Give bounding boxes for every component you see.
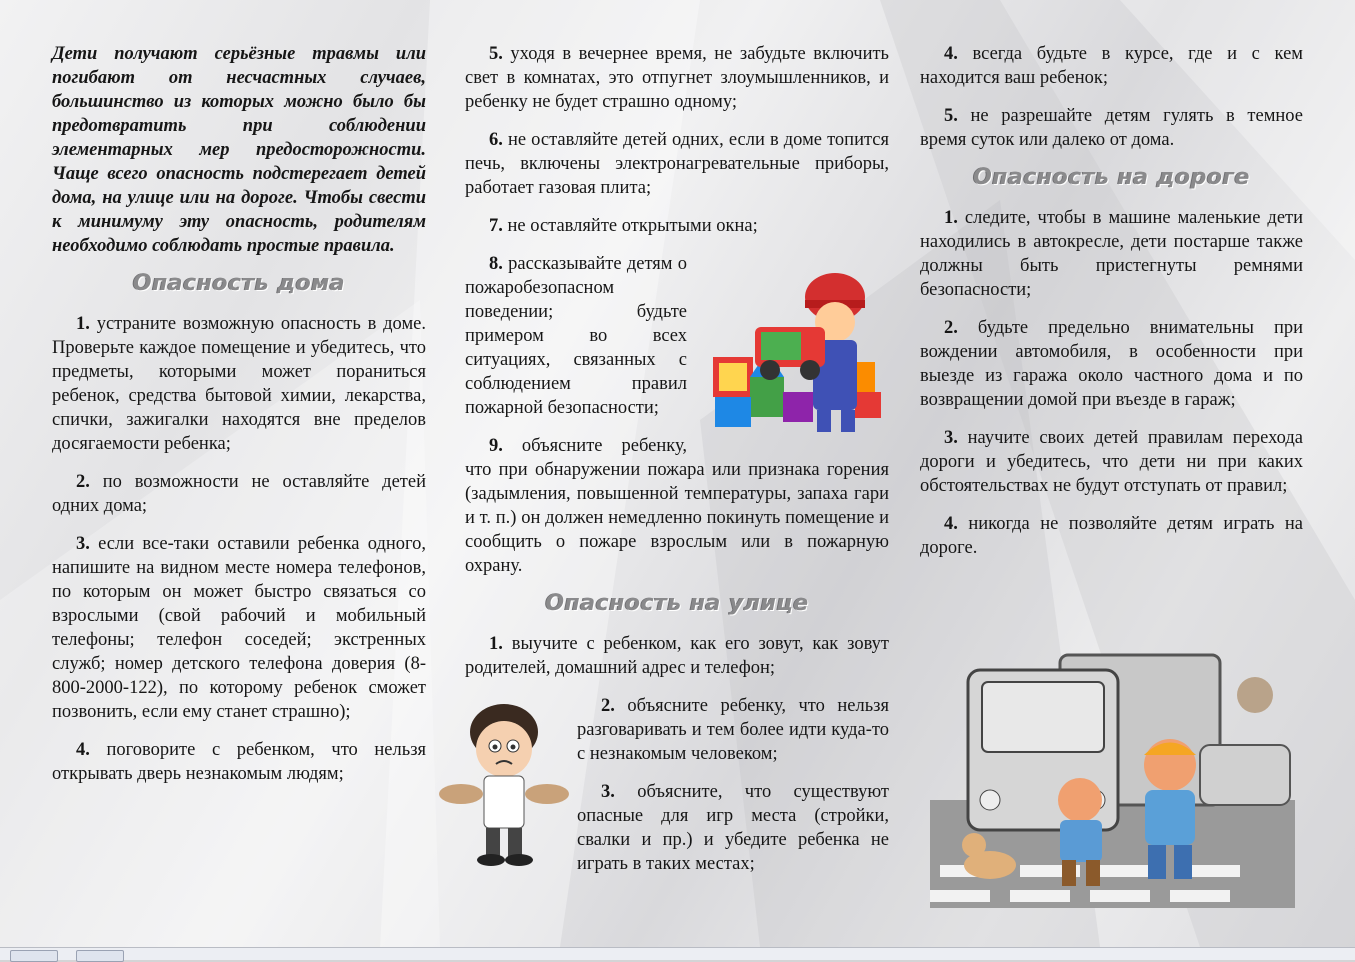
heading-home-danger: Опасность дома bbox=[132, 271, 346, 296]
confused-boy-icon bbox=[439, 694, 569, 869]
list-item: 8. рассказывайте детям о пожаробезопасном поведении; будьте примером во всех ситуациях, связанных с соблюдением правил пожарной безопасности; bbox=[465, 254, 687, 418]
list-item: 2. по возможности не оставляйте детей одних дома; bbox=[52, 472, 427, 516]
heading-road-danger: Опасность на дороге bbox=[973, 165, 1250, 190]
list-item: 1. следите, чтобы в машине маленькие дети находились в автокресле, дети постарше также должны быть пристегнуты ремнями безопасности; bbox=[920, 208, 1304, 300]
list-item: 2. объясните ребенку, что нельзя разговаривать и тем более идти куда-то с незнакомым человеком; bbox=[577, 696, 889, 764]
list-item: 4. всегда будьте в курсе, где и с кем находится ваш ребенок; bbox=[920, 44, 1303, 88]
list-item: 5. уходя в вечернее время, не забудьте включить свет в комнатах, это отпугнет злоумышленников, и ребенку не будет страшно одному; bbox=[465, 44, 889, 112]
list-item: 4. никогда не позволяйте детям играть на дороге. bbox=[920, 514, 1304, 558]
taskbar bbox=[0, 947, 1355, 960]
child-with-toys-icon bbox=[695, 252, 895, 447]
list-item: 7. не оставляйте открытыми окна; bbox=[489, 216, 758, 236]
list-item: 3. объясните, что существуют опасные для игр места (стройки, свалки и пр.) и убедите ребенка не играть в таких местах; bbox=[577, 782, 889, 874]
list-item: 2. будьте предельно внимательны при вождении автомобиля, в особенности при выезде из гаража около частного дома и по возвращении домой при въезде в гараж; bbox=[920, 318, 1303, 410]
kids-crossing-road-icon bbox=[930, 650, 1295, 908]
list-item: 1. выучите с ребенком, как его зовут, как зовут родителей, домашний адрес и телефон; bbox=[465, 634, 890, 678]
heading-street-danger: Опасность на улице bbox=[545, 591, 809, 616]
taskbar-button[interactable] bbox=[10, 950, 58, 962]
taskbar-button[interactable] bbox=[76, 950, 124, 962]
list-item: 4. поговорите с ребенком, что нельзя открывать дверь незнакомым людям; bbox=[52, 740, 427, 784]
list-item: 1. устраните возможную опасность в доме. Проверьте каждое помещение и убедитесь, что предметы, которыми может пораниться ребенок, средства бытовой химии, лекарства, спички, зажигалки находятся вне пределов досягаемости ребенка; bbox=[52, 314, 426, 454]
list-item: 9. объясните ребенку, что при обнаружении пожара или признака горения (задымления, повышенной температуры, запаха гари и т. п.) он должен немедленно покинуть помещение и сообщить о пожаре взрослым или в пожарную охрану. bbox=[465, 436, 889, 576]
column-road bbox=[920, 42, 1303, 574]
list-item: 6. не оставляйте детей одних, если в доме топится печь, включены электронагревательные приборы, работает газовая плита; bbox=[465, 130, 889, 198]
column-home-continued bbox=[465, 42, 889, 890]
list-item: 5. не разрешайте детям гулять в темное время суток или далеко от дома. bbox=[920, 106, 1303, 150]
intro-text: Дети получают серьёзные травмы или погибают от несчастных случаев, большинство из которых можно было бы предотвратить при соблюдении элементарных мер предосторожности. Чаще всего опасность подстерегает детей дома, на улице или на дороге. Чтобы свести к минимуму эту опасность, родителям необходимо соблюдать простые правила. bbox=[52, 44, 426, 256]
list-item: 3. если все-таки оставили ребенка одного, напишите на видном месте номера телефонов, по которым он может быстро связаться со взрослыми (свой рабочий и мобильный телефоны; телефон соседей; экстренных служб; номер детского телефона доверия (8-800-2000-122), по которому ребенок сможет позвонить, если ему станет страшно); bbox=[52, 534, 427, 722]
column-home bbox=[52, 42, 426, 800]
list-item: 3. научите своих детей правилам перехода дороги и убедитесь, что дети ни при каких обстоятельствах не будут отступать от правил; bbox=[920, 428, 1304, 496]
